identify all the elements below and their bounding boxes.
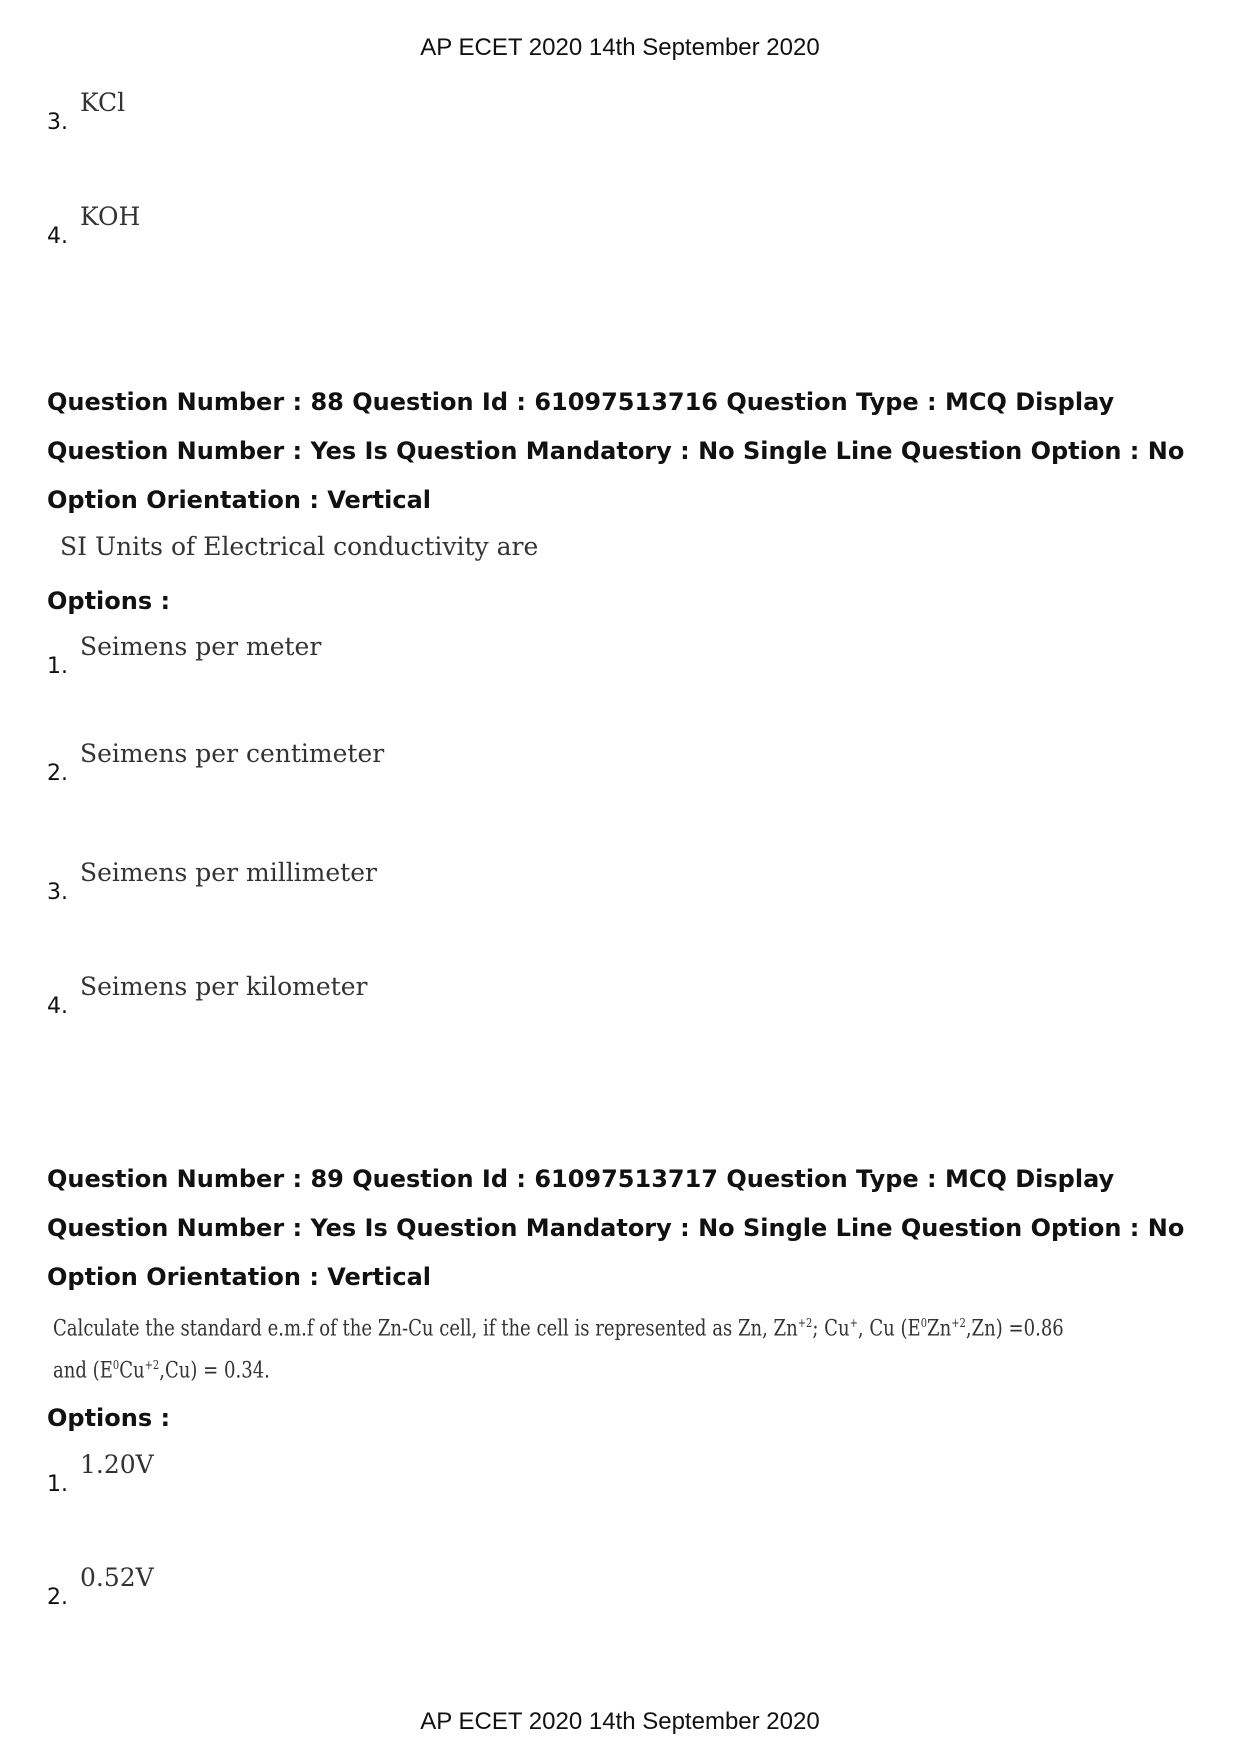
superscript: +	[849, 1316, 858, 1330]
page-header: AP ECET 2020 14th September 2020	[420, 34, 820, 61]
option-number: 2.	[47, 1585, 68, 1610]
option-text: Seimens per centimeter	[80, 739, 385, 768]
option-text: Seimens per meter	[80, 632, 322, 661]
question-89-meta: Question Number : 89 Question Id : 61097513717 Question Type : MCQ Display Question Number : Yes Is Question Mandatory : No Single Line Question Option : No Option Orientation : Vertical	[47, 1165, 1185, 1291]
option-number: 1.	[47, 1472, 68, 1497]
superscript: 0	[112, 1358, 120, 1373]
question-89-line-1: Calculate the standard e.m.f of the Zn-Cu cell, if the cell is represented as Zn, $Zn^{+2}$; Cu+, Cu $(E^0Zn^{+2},Zn) =0.86$	[53, 1316, 1064, 1342]
question-88-options-label: Options :	[47, 587, 171, 615]
option-number: 3.	[47, 880, 68, 905]
superscript: 0	[920, 1316, 928, 1330]
superscript: +2	[797, 1316, 813, 1330]
question-89-line-2: and $(E^0Cu^{+2},Cu) = 0.34$.	[53, 1358, 270, 1384]
option-text: Seimens per millimeter	[80, 858, 377, 887]
option-text: 0.52V	[80, 1563, 154, 1592]
option-number: 3.	[47, 110, 68, 135]
option-text: Seimens per kilometer	[80, 972, 368, 1001]
option-number: 4.	[47, 994, 68, 1019]
question-89-options-label: Options :	[47, 1404, 171, 1432]
option-number: 2.	[47, 761, 68, 786]
question-89-text	[53, 1305, 1064, 1390]
option-text: 1.20V	[80, 1450, 154, 1479]
option-text: KOH	[80, 202, 141, 231]
page-footer: AP ECET 2020 14th September 2020	[420, 1708, 820, 1735]
superscript: +2	[144, 1358, 160, 1373]
superscript: +2	[951, 1316, 966, 1330]
option-text: KCl	[80, 88, 126, 117]
question-88-meta: Question Number : 88 Question Id : 61097513716 Question Type : MCQ Display Question Number : Yes Is Question Mandatory : No Single Line Question Option : No Option Orientation : Vertical	[47, 388, 1185, 514]
question-88-text: SI Units of Electrical conductivity are	[60, 532, 539, 561]
option-number: 1.	[47, 654, 68, 679]
option-number: 4.	[47, 224, 68, 249]
